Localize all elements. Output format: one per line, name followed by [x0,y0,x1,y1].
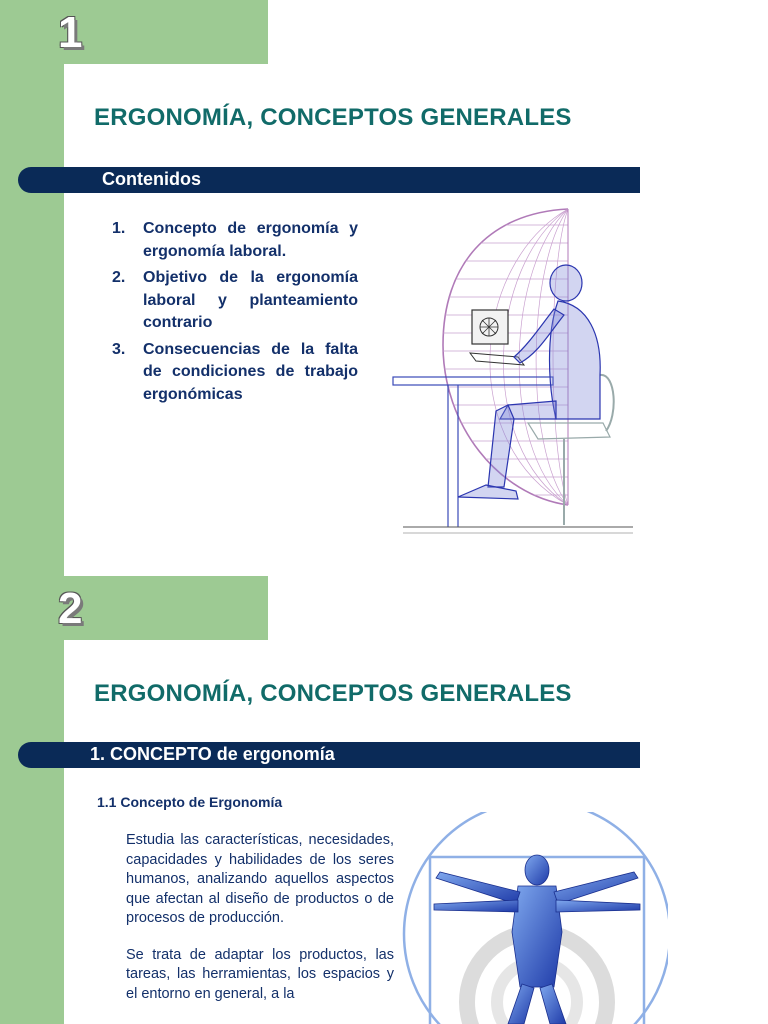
section-label: 1. CONCEPTO de ergonomía [90,744,335,764]
green-side-bar [0,0,64,576]
list-item-number: 2. [112,269,126,286]
list-item [112,267,358,335]
list-item-text: Objetivo de la ergonomía laboral y planteamiento contrario [143,269,358,331]
list-item-number: 1. [112,220,126,237]
paragraph: Estudia las características, necesidades, capacidades y habilidades de los seres humanos, analizando aquellos aspectos que afectan al diseño de productos o de procesos de producción. [126,832,394,926]
paragraph: Se trata de adaptar los productos, las tareas, las herramientas, los espacios y el entorno en general, a la [126,946,394,1002]
contents-list [112,218,358,410]
list-item-text: Consecuencias de la falta de condiciones de trabajo ergonómicas [143,340,358,403]
slide-2 [0,576,768,1024]
body-text [126,831,394,1021]
slide-title: ERGONOMÍA, CONCEPTOS GENERALES [94,680,572,707]
green-top-block [0,576,268,640]
list-item [112,218,358,263]
green-side-bar [0,576,64,1024]
green-top-block [0,0,268,64]
list-item [112,339,358,407]
slide-title: ERGONOMÍA, CONCEPTOS GENERALES [94,104,572,131]
list-item-number: 3. [112,340,126,358]
section-bar [18,742,640,768]
sub-heading: 1.1 Concepto de Ergonomía [97,794,283,810]
slide-number: 2 [58,584,83,633]
list-item-text: Concepto de ergonomía y ergonomía laboral. [143,220,358,260]
vitruvian-man-image [400,812,668,1024]
section-label: Contenidos [102,169,201,189]
slide-number: 1 [58,8,83,57]
ergonomic-worker-wireframe-image [388,205,640,537]
section-bar [18,167,640,193]
